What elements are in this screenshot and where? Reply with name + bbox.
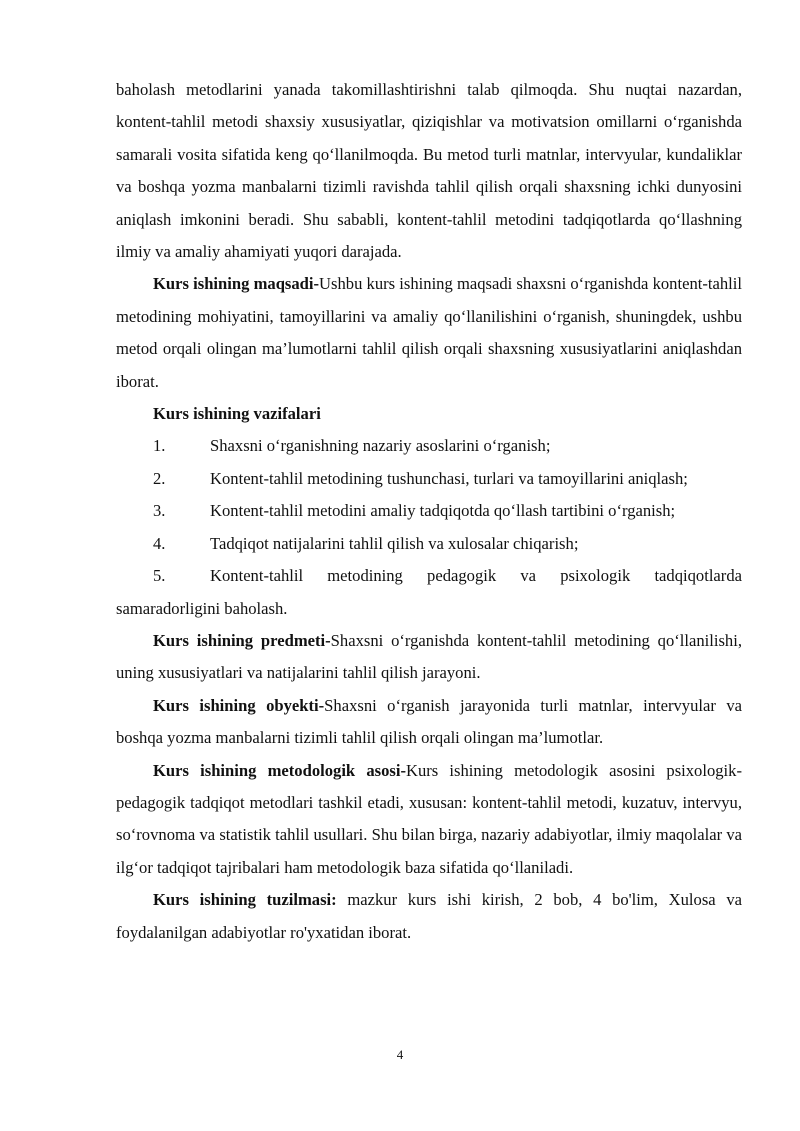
methodology-text: Kurs ishining metodologik asosini psixologik-pedagogik tadqiqot metodlari tashkil etadi, xususan: kontent-tahlil metodi, kuzatuv, intervyu, so‘rovnoma va statistik tahlil usullari. Shu bilan birga, nazariy adabiyotlar, ilmiy maqolalar va ilg‘or tadqiqot tajribalari ham metodologik baza sifatida qo‘llaniladi.	[116, 760, 742, 877]
task-item-5	[116, 560, 742, 625]
task-text: Shaxsni o‘rganishning nazariy asoslarini o‘rganish;	[210, 436, 551, 456]
object-label: Kurs ishining obyekti-	[153, 695, 325, 715]
intro-paragraph: baholash metodlarini yanada takomillashtirishni talab qilmoqda. Shu nuqtai nazardan, kontent-tahlil metodi shaxsiy xususiyatlar, qiziqishlar va motivatsion omillarni o‘rganishda samarali vosita sifatida keng qo‘llanilmoqda. Bu metod turli matnlar, intervyular, kundaliklar va boshqa yozma manbalarni tizimli ravishda tahlil qilish orqali shaxsning ichki dunyosini aniqlash imkonini beradi. Shu sababli, kontent-tahlil metodini tadqiqotlarda qo‘llashning ilmiy va amaliy ahamiyati yuqori darajada.	[116, 80, 742, 262]
page-number: 4	[396, 1047, 404, 1062]
task-text: Kontent-tahlil metodining pedagogik va psixologik tadqiqotlarda samaradorligini baholash.	[116, 566, 742, 618]
structure-paragraph	[116, 884, 742, 949]
task-number: 3.	[153, 501, 166, 521]
task-text: Tadqiqot natijalarini tahlil qilish va xulosalar chiqarish;	[210, 533, 579, 553]
structure-text: mazkur kurs ishi kirish, 2 bob, 4 bo'lim, Xulosa va foydalanilgan adabiyotlar ro'yxatidan iborat.	[116, 890, 742, 942]
methodology-label: Kurs ishining metodologik asosi-	[153, 760, 406, 780]
goal-paragraph	[116, 268, 742, 398]
goal-label: Kurs ishining maqsadi-	[153, 274, 320, 294]
subject-text: Shaxsni o‘rganishda kontent-tahlil metodining qo‘llanilishi, uning xususiyatlari va natijalarini tahlil qilish jarayoni.	[116, 630, 742, 683]
task-item-2	[116, 463, 742, 495]
structure-label: Kurs ishining tuzilmasi:	[153, 890, 337, 910]
object-text: Shaxsni o‘rganish jarayonida turli matnlar, intervyular va boshqa yozma manbalarni tizimli tahlil qilish orqali olingan ma’lumotlar.	[116, 695, 742, 748]
tasks-heading	[116, 398, 742, 430]
object-paragraph	[116, 690, 742, 755]
task-number: 4.	[153, 533, 166, 553]
goal-text: Ushbu kurs ishining maqsadi shaxsni o‘rganishda kontent-tahlil metodining mohiyatini, tamoyillarini va amaliy qo‘llanilishini o‘rganish, shuningdek, ushbu metod orqali olingan ma’lumotlarni tahlil qilish orqali shaxsning xususiyatlarini aniqlashdan iborat.	[116, 274, 742, 391]
tasks-label: Kurs ishining vazifalari	[153, 404, 321, 424]
body-text	[116, 74, 742, 949]
task-number: 2.	[153, 468, 166, 488]
task-item-3	[116, 495, 742, 527]
methodology-paragraph	[116, 755, 742, 885]
task-text: Kontent-tahlil metodini amaliy tadqiqotda qo‘llash tartibini o‘rganish;	[210, 501, 676, 521]
task-item-1	[116, 430, 742, 462]
task-item-4	[116, 528, 742, 560]
task-number: 1.	[153, 436, 166, 456]
task-number: 5.	[153, 566, 166, 586]
subject-paragraph	[116, 625, 742, 690]
task-text: Kontent-tahlil metodining tushunchasi, turlari va tamoyillarini aniqlash;	[210, 468, 688, 488]
subject-label: Kurs ishining predmeti-	[153, 630, 331, 650]
